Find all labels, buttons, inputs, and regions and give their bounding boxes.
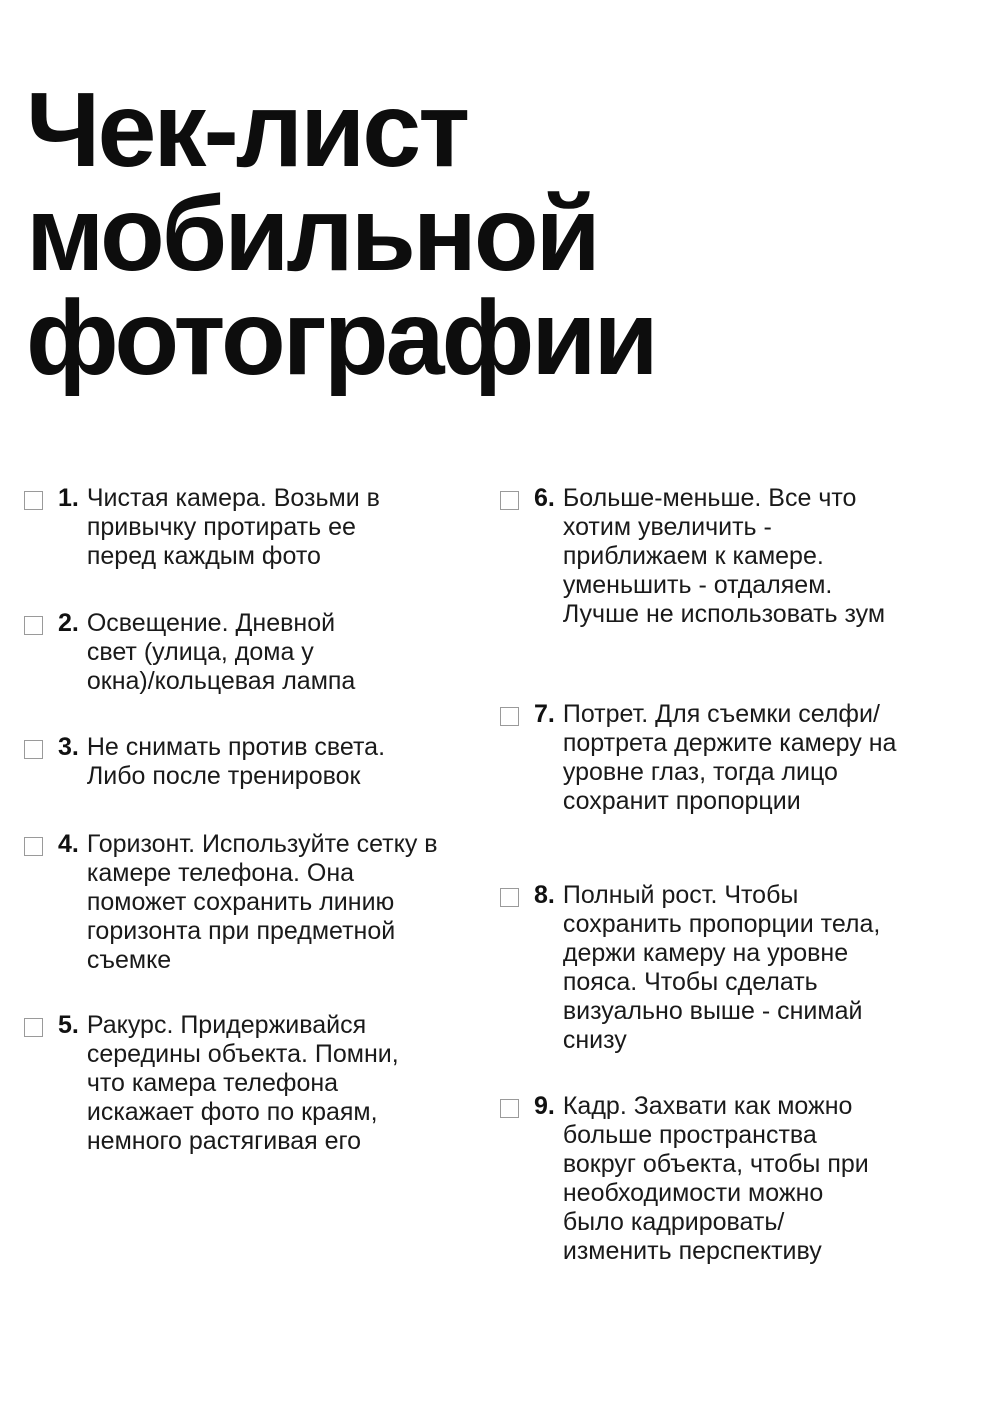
item-number: 4. <box>58 830 79 858</box>
item-number: 1. <box>58 484 79 512</box>
item-number: 2. <box>58 609 79 637</box>
title-line-1: Чек-лист <box>26 71 468 189</box>
item-number: 6. <box>534 484 555 512</box>
item-text: Чистая камера. Возьми в привычку протирать ее перед каждым фото <box>86 484 380 570</box>
checklist-item-8 <box>500 881 900 1055</box>
checklist-item-5 <box>24 1011 434 1156</box>
item-text: Освещение. Дневной свет (улица, дома у окна)/кольцевая лампа <box>86 609 356 695</box>
title-line-3: фотографии <box>26 279 656 397</box>
checkbox-item-5[interactable] <box>24 1018 43 1037</box>
item-number: 5. <box>58 1011 79 1039</box>
checklist-item-1 <box>24 484 424 571</box>
item-text: Больше-меньше. Все что хотим увеличить - приближаем к камере. уменьшить - отдаляем. Лучше не использовать зум <box>562 484 886 628</box>
checklist-item-9 <box>500 1092 880 1266</box>
item-number: 8. <box>534 881 555 909</box>
item-text: Полный рост. Чтобы сохранить пропорции тела, держи камеру на уровне пояса. Чтобы сделать визуально выше - снимай снизу <box>562 881 881 1054</box>
item-number: 7. <box>534 700 555 728</box>
page-title <box>26 71 656 397</box>
item-text: Не снимать против света. Либо после тренировок <box>86 733 386 790</box>
checklist-item-7 <box>500 700 910 816</box>
item-number: 3. <box>58 733 79 761</box>
item-number: 9. <box>534 1092 555 1120</box>
checkbox-item-8[interactable] <box>500 888 519 907</box>
item-text: Горизонт. Используйте сетку в камере телефона. Она поможет сохранить линию горизонта при предметной съемке <box>86 830 438 974</box>
checkbox-item-4[interactable] <box>24 837 43 856</box>
item-text: Потрет. Для съемки селфи/портрета держите камеру на уровне глаз, тогда лицо сохранит пропорции <box>562 700 897 815</box>
checkbox-item-1[interactable] <box>24 491 43 510</box>
checkbox-item-9[interactable] <box>500 1099 519 1118</box>
item-text: Ракурс. Придерживайся середины объекта. Помни, что камера телефона искажает фото по краям, немного растягивая его <box>86 1011 399 1155</box>
checklist-item-3 <box>24 733 444 791</box>
checkbox-item-7[interactable] <box>500 707 519 726</box>
checklist-item-2 <box>24 609 386 696</box>
checkbox-item-2[interactable] <box>24 616 43 635</box>
checkbox-item-6[interactable] <box>500 491 519 510</box>
checkbox-item-3[interactable] <box>24 740 43 759</box>
checklist-item-6 <box>500 484 908 629</box>
item-text: Кадр. Захвати как можно больше пространства вокруг объекта, чтобы при необходимости можно было кадрировать/изменить перспективу <box>562 1092 869 1265</box>
title-line-2: мобильной <box>26 175 598 293</box>
checklist-item-4 <box>24 830 444 975</box>
